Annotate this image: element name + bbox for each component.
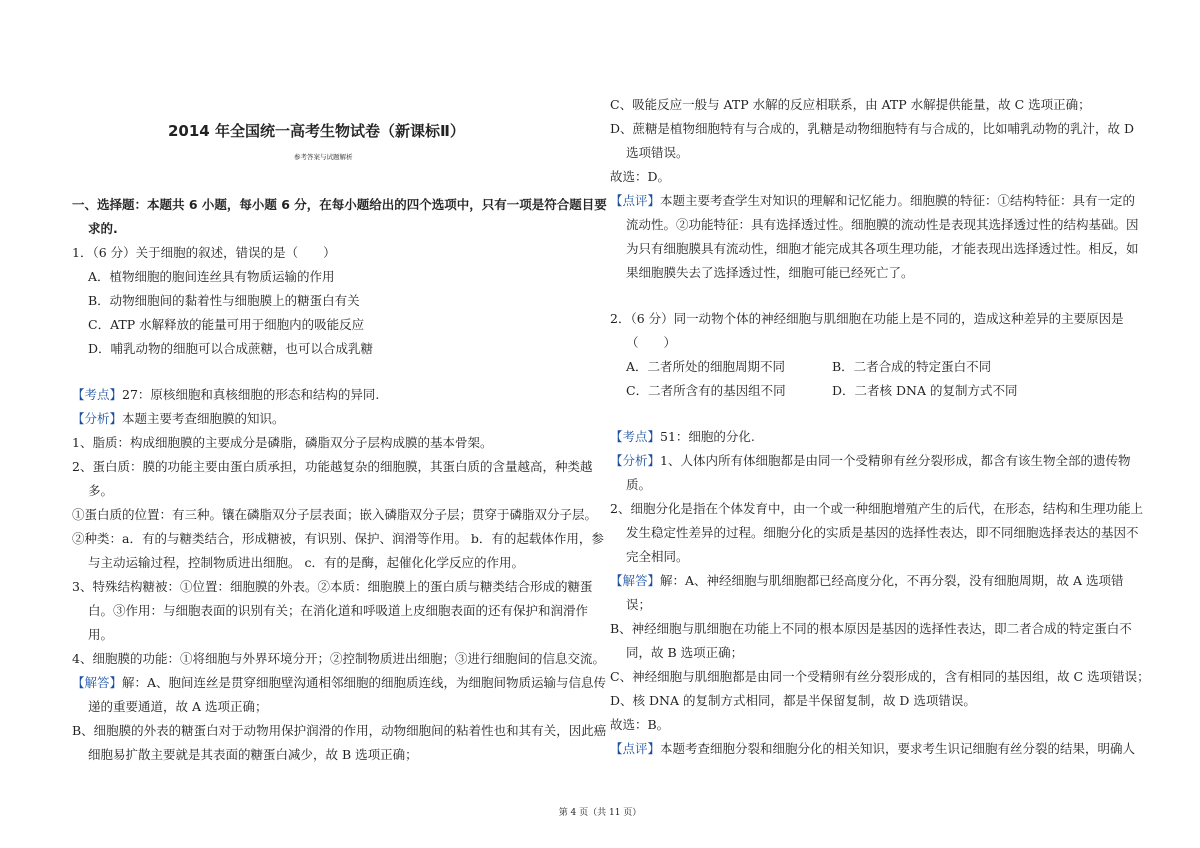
page-subtitle: 参考答案与试题解析 — [294, 153, 353, 161]
fenxi-tag: 【分析】 — [72, 411, 123, 426]
q1-analysis-line: 白。③作用：与细胞表面的识别有关；在消化道和呼吸道上皮细胞表面的还有保护和润滑作 — [88, 603, 589, 618]
q1-option-d: D．哺乳动物的细胞可以合成蔗糖，也可以合成乳糖 — [88, 341, 374, 356]
q2-jieda-line: 误； — [626, 597, 652, 612]
jieda-tag: 【解答】 — [610, 573, 661, 588]
q2-stem-cont: （ ） — [626, 335, 677, 350]
q1-analysis-line: 2、蛋白质：膜的功能主要由蛋白质承担，功能越复杂的细胞膜，其蛋白质的含量越高，种类越 — [72, 459, 593, 474]
q1-jieda-line: B、细胞膜的外表的糖蛋白对于动物用保护润滑的作用，动物细胞间的粘着性也和其有关，因此癌 — [72, 723, 607, 738]
q1-analysis-line: 1、脂质：构成细胞膜的主要成分是磷脂，磷脂双分子层构成膜的基本骨架。 — [72, 435, 493, 450]
q1-jieda-line: C、吸能反应一般与 ATP 水解的反应相联系，由 ATP 水解提供能量，故 C 选项正确； — [610, 97, 1091, 112]
kaodian-tag: 【考点】 — [72, 387, 123, 402]
q1-jieda-line: 选项错误。 — [626, 145, 689, 160]
q1-kaodian — [72, 386, 379, 404]
q1-analysis-line: 用。 — [88, 627, 114, 642]
q1-option-c: C．ATP 水解释放的能量可用于细胞内的吸能反应 — [88, 317, 365, 332]
q2-analysis-line: 质。 — [626, 477, 652, 492]
q2-stem: 2．（6 分）同一动物个体的神经细胞与肌细胞在功能上是不同的，造成这种差异的主要原因是 — [610, 311, 1124, 326]
kaodian-text: 51：细胞的分化. — [660, 429, 755, 444]
q1-analysis-line: 4、细胞膜的功能：①将细胞与外界环境分开；②控制物质进出细胞；③进行细胞间的信息交流。 — [72, 651, 605, 666]
q1-fenxi — [72, 410, 285, 428]
q2-dianping — [610, 740, 1135, 758]
q2-jieda-line: 同，故 B 选项正确； — [626, 645, 744, 660]
jieda-tag: 【解答】 — [72, 675, 123, 690]
page-footer: 第 4 页（共 11 页） — [558, 808, 642, 818]
dianping-tag: 【点评】 — [610, 741, 661, 756]
q1-stem: 1．（6 分）关于细胞的叙述，错误的是（ ） — [72, 245, 336, 260]
q1-analysis-line: 多。 — [88, 483, 114, 498]
q2-analysis-line: 发生稳定性差异的过程。细胞分化的实质是基因的选择性表达，即不同细胞选择表达的基因不 — [626, 525, 1139, 540]
q2-option-d: D．二者核 DNA 的复制方式不同 — [832, 383, 1018, 398]
dianping-text: 本题考查细胞分裂和细胞分化的相关知识，要求考生识记细胞有丝分裂的结果，明确人 — [660, 741, 1136, 756]
fenxi-text: 1、人体内所有体细胞都是由同一个受精卵有丝分裂形成，都含有该生物全部的遗传物 — [660, 453, 1131, 468]
q1-dianping-line: 果细胞膜失去了选择透过性，细胞可能已经死亡了。 — [626, 265, 914, 280]
page-title: 2014 年全国统一高考生物试卷（新课标Ⅱ） — [168, 122, 465, 140]
fenxi-tag: 【分析】 — [610, 453, 661, 468]
section-heading-cont: 求的. — [88, 221, 118, 236]
q2-jieda-line: B、神经细胞与肌细胞在功能上不同的根本原因是基因的选择性表达，即二者合成的特定蛋白不 — [610, 621, 1132, 636]
q1-dianping-line: 为只有细胞膜具有流动性，细胞才能完成其各项生理功能，才能表现出选择透过性。相反，如 — [626, 241, 1139, 256]
q1-dianping — [610, 192, 1135, 210]
q1-jieda-line: D、蔗糖是植物细胞特有与合成的，乳糖是动物细胞特有与合成的，比如哺乳动物的乳汁，故 D — [610, 121, 1135, 136]
q2-option-b: B．二者合成的特定蛋白不同 — [832, 359, 992, 374]
section-heading: 一、选择题：本题共 6 小题，每小题 6 分，在每小题给出的四个选项中，只有一项是符合题目要 — [72, 197, 607, 212]
jieda-text: 解：A、胞间连丝是贯穿细胞壁沟通相邻细胞的细胞质连线，为细胞间物质运输与信息传 — [122, 675, 607, 690]
q2-fenxi — [610, 452, 1130, 470]
fenxi-text: 本题主要考查细胞膜的知识。 — [122, 411, 285, 426]
q1-analysis-line: ①蛋白质的位置：有三种。镶在磷脂双分子层表面；嵌入磷脂双分子层；贯穿于磷脂双分子层。 — [72, 507, 598, 522]
q1-option-a: A．植物细胞的胞间连丝具有物质运输的作用 — [88, 269, 335, 284]
jieda-text: 解：A、神经细胞与肌细胞都已经高度分化，不再分裂，没有细胞周期，故 A 选项错 — [660, 573, 1124, 588]
q2-jieda-line: C、神经细胞与肌细胞都是由同一个受精卵有丝分裂形成的，含有相同的基因组，故 C 选项错误； — [610, 669, 1150, 684]
dianping-tag: 【点评】 — [610, 193, 661, 208]
q1-analysis-line: 与主动运输过程，控制物质进出细胞。 c．有的是酶，起催化化学反应的作用。 — [88, 555, 524, 570]
q1-jieda-line: 递的重要通道，故 A 选项正确； — [88, 699, 268, 714]
q2-kaodian — [610, 428, 755, 446]
q1-analysis-line: 3、特殊结构糖被：①位置：细胞膜的外表。②本质：细胞膜上的蛋白质与糖类结合形成的糖蛋 — [72, 579, 593, 594]
q2-answer: 故选：B。 — [610, 717, 670, 732]
q2-jieda-line: D、核 DNA 的复制方式相同，都是半保留复制，故 D 选项错误。 — [610, 693, 976, 708]
kaodian-text: 27：原核细胞和真核细胞的形态和结构的异同. — [122, 387, 380, 402]
q2-analysis-line: 完全相同。 — [626, 549, 689, 564]
kaodian-tag: 【考点】 — [610, 429, 661, 444]
q2-jieda — [610, 572, 1124, 590]
q1-jieda-line: 细胞易扩散主要就是其表面的糖蛋白减少，故 B 选项正确； — [88, 747, 418, 762]
q2-analysis-line: 2、细胞分化是指在个体发育中，由一个或一种细胞增殖产生的后代，在形态，结构和生理功能上 — [610, 501, 1143, 516]
q1-dianping-line: 流动性。②功能特征：具有选择透过性。细胞膜的流动性是表现其选择透过性的结构基础。因 — [626, 217, 1139, 232]
q1-option-b: B．动物细胞间的黏着性与细胞膜上的糖蛋白有关 — [88, 293, 360, 308]
q2-option-c: C．二者所含有的基因组不同 — [626, 383, 786, 398]
q1-answer: 故选：D。 — [610, 169, 671, 184]
q1-analysis-line: ②种类：a．有的与糖类结合，形成糖被，有识别、保护、润滑等作用。 b．有的起载体作用，参 — [72, 531, 604, 546]
dianping-text: 本题主要考查学生对知识的理解和记忆能力。细胞膜的特征：①结构特征：具有一定的 — [660, 193, 1136, 208]
q1-jieda — [72, 674, 606, 692]
q2-option-a: A．二者所处的细胞周期不同 — [626, 359, 786, 374]
